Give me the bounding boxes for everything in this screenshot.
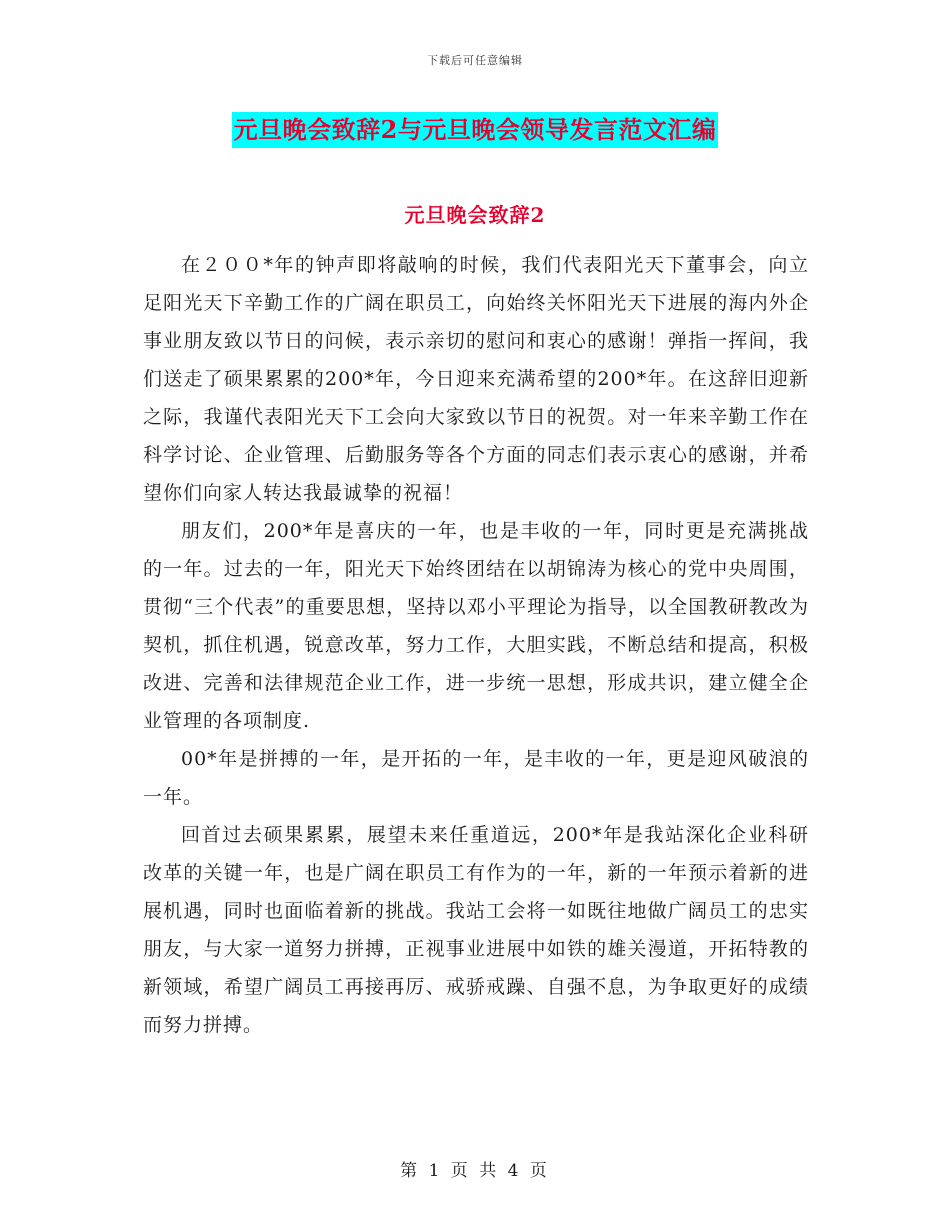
paragraph: 朋友们，200*年是喜庆的一年，也是丰收的一年，同时更是充满挑战的一年。过去的一年，阳光天下始终团结在以胡锦涛为核心的党中央周围，贯彻“三个代表”的重要思想，坚持以邓小平理论为指导，以全国教研教改为契机，抓住机遇，锐意改革，努力工作，大胆实践，不断总结和提高，积极改进、完善和法律规范企业工作，进一步统一思想，形成共识，建立健全企业管理的各项制度. <box>143 520 809 732</box>
document-title <box>0 112 950 148</box>
header-note: 下载后可任意编辑 <box>427 54 523 67</box>
paragraph: 回首过去硕果累累，展望未来任重道远，200*年是我站深化企业科研改革的关键一年，也是广阔在职员工有作为的一年，新的一年预示着新的进展机遇，同时也面临着新的挑战。我站工会将一如既往地做广阔员工的忠实朋友，与大家一道努力拼搏，正视事业进展中如铁的雄关漫道，开拓特教的新领域，希望广阔员工再接再厉、戒骄戒躁、自强不息，为争取更好的成绩而努力拼搏。 <box>143 824 809 1036</box>
document-title-text: 元旦晚会致辞2与元旦晚会领导发言范文汇编 <box>232 112 719 148</box>
paragraph: 在２００*年的钟声即将敲响的时候，我们代表阳光天下董事会，向立足阳光天下辛勤工作的广阔在职员工，向始终关怀阳光天下进展的海内外企事业朋友致以节日的问候，表示亲切的慰问和衷心的感谢！弹指一挥间，我们送走了硕果累累的200*年，今日迎来充满希望的200*年。在这辞旧迎新之际，我谨代表阳光天下工会向大家致以节日的祝贺。对一年来辛勤工作在科学讨论、企业管理、后勤服务等各个方面的同志们表示衷心的感谢，并希望你们向家人转达我最诚挚的祝福！ <box>143 254 809 504</box>
section-title: 元旦晚会致辞2 <box>404 203 546 227</box>
document-body <box>143 246 809 1044</box>
page-number: 第 1 页 共 4 页 <box>400 1161 550 1181</box>
paragraph: 00*年是拼搏的一年，是开拓的一年，是丰收的一年，更是迎风破浪的一年。 <box>143 748 809 808</box>
